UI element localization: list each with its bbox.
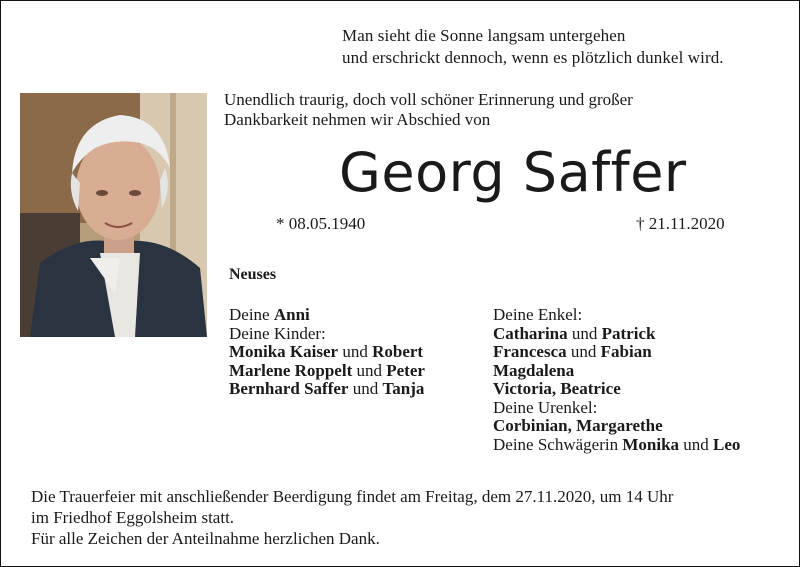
mourner-name: Robert <box>372 342 424 361</box>
mourner-text: und <box>352 360 387 380</box>
mourner-name: Monika <box>622 434 680 454</box>
mourner-line: Deine Kinder: <box>229 323 326 343</box>
mourner-text: Deine <box>229 305 274 324</box>
mourner-name: Fabian <box>600 342 652 361</box>
intro-text <box>224 90 633 130</box>
mourner-name: Corbinian, Margarethe <box>493 416 663 435</box>
deceased-name: Georg Saffer <box>339 141 687 204</box>
mourner-text: und <box>348 379 383 398</box>
mourner-text: und <box>566 342 601 361</box>
death-date: † 21.11.2020 <box>636 214 725 233</box>
mourner-line <box>493 417 740 436</box>
mourner-line <box>493 436 740 455</box>
mourner-name: Francesca <box>493 342 567 361</box>
mourner-line <box>493 325 740 344</box>
mourner-name: Tanja <box>382 379 425 398</box>
mourner-name: Monika Kaiser <box>229 342 339 361</box>
mourner-line <box>493 380 740 399</box>
mourner-line: Deine Enkel: <box>493 305 583 324</box>
portrait-photo <box>20 93 207 337</box>
mourner-line <box>493 343 740 362</box>
mourner-line <box>229 343 425 362</box>
footer-line-3: Für alle Zeichen der Anteilnahme herzlichen Dank. <box>31 529 380 548</box>
quote <box>342 25 724 69</box>
footer-line-1: Die Trauerfeier mit anschließender Beerdigung findet am Freitag, dem 27.11.2020, um 14 Uhr <box>31 487 674 506</box>
mourner-name: Peter <box>386 360 425 380</box>
mourner-line <box>229 362 425 381</box>
mourners-left <box>229 306 425 399</box>
mourner-name: Anni <box>273 305 310 324</box>
place-name: Neuses <box>229 266 277 283</box>
mourner-name: Magdalena <box>493 360 575 380</box>
mourner-line: Deine Urenkel: <box>493 397 598 417</box>
funeral-info <box>31 486 673 549</box>
mourner-line <box>493 362 740 381</box>
mourner-line <box>229 380 425 399</box>
mourner-text: und <box>679 434 714 454</box>
mourner-text: und <box>338 342 373 361</box>
birth-date: * 08.05.1940 <box>276 214 366 233</box>
mourner-line <box>229 306 425 325</box>
mourner-name: Bernhard Saffer <box>229 379 349 398</box>
quote-line-2: und erschrickt dennoch, wenn es plötzlich dunkel wird. <box>342 48 724 67</box>
mourner-name: Patrick <box>601 323 656 343</box>
mourner-text: und <box>567 323 602 343</box>
mourner-name: Leo <box>713 434 741 454</box>
intro-line-2: Dankbarkeit nehmen wir Abschied von <box>224 110 491 129</box>
quote-line-1: Man sieht die Sonne langsam untergehen <box>342 26 626 45</box>
mourner-name: Marlene Roppelt <box>229 360 353 380</box>
intro-line-1: Unendlich traurig, doch voll schöner Erinnerung und großer <box>224 90 633 109</box>
mourners-right <box>493 306 740 454</box>
mourner-name: Victoria, Beatrice <box>493 379 621 398</box>
mourner-name: Catharina <box>493 323 568 343</box>
footer-line-2: im Friedhof Eggolsheim statt. <box>31 508 235 527</box>
mourner-text: Deine Schwägerin <box>493 434 623 454</box>
